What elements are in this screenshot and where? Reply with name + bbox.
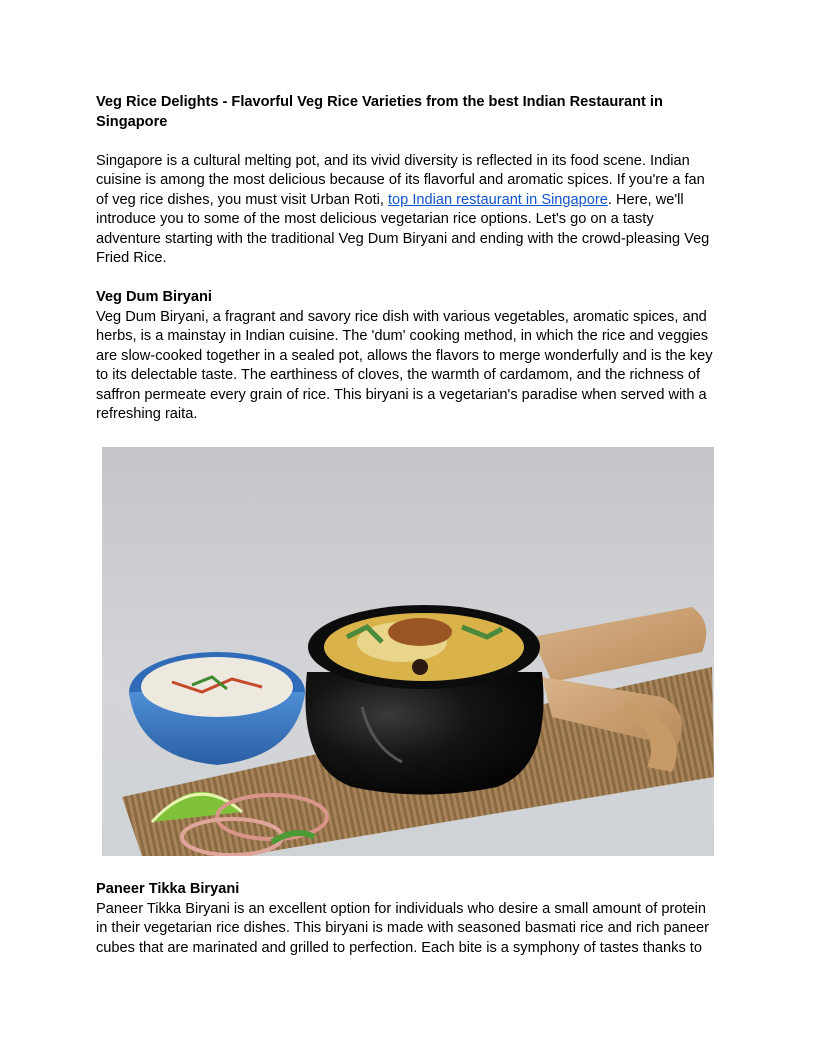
restaurant-link[interactable]: top Indian restaurant in Singapore bbox=[388, 191, 608, 208]
document-title: Veg Rice Delights - Flavorful Veg Rice Varieties from the best Indian Restaurant in Singapore bbox=[96, 94, 663, 130]
intro-paragraph bbox=[96, 152, 720, 269]
section-paneer-tikka bbox=[96, 880, 720, 958]
document-body bbox=[96, 93, 720, 425]
section-heading-paneer-tikka-biryani: Paneer Tikka Biryani bbox=[96, 881, 240, 897]
intro-text-end: . Here, we'll introduce you to some of the most delicious vegetarian rice options. Let's go on a tasty adventure starting with the traditional Veg Dum Biryani and ending with the crowd-pleasing Veg Fried Rice. bbox=[96, 191, 710, 267]
section-body-paneer-tikka-biryani: Paneer Tikka Biryani is an excellent option for individuals who desire a small amount of protein in their vegetarian rice dishes. This biryani is made with seasoned basmati rice and rich paneer cubes that are marinated and grilled to perfection. Each bite is a symphony of tastes thanks to bbox=[96, 900, 709, 956]
biryani-photo bbox=[102, 447, 714, 856]
section-body-veg-dum-biryani: Veg Dum Biryani, a fragrant and savory rice dish with various vegetables, aromatic spices, and herbs, is a mainstay in Indian cuisine. The 'dum' cooking method, in which the rice and veggies are slow-cooked together in a sealed pot, allows the flavors to merge wonderfully and is the key to its delectable taste. The earthiness of cloves, the warmth of cardamom, and the richness of saffron permeate every grain of rice. This biryani is a vegetarian's paradise when served with a refreshing raita. bbox=[96, 308, 713, 423]
intro-text-start: Singapore is a cultural melting pot, and its vivid diversity is reflected in its food scene. Indian cuisine is among the most delicious because of its flavorful and aromatic spices. If you're a fan of veg rice dishes, you must visit Urban Roti, bbox=[96, 152, 705, 208]
biryani-pot bbox=[305, 605, 543, 795]
section-heading-veg-dum-biryani: Veg Dum Biryani bbox=[96, 289, 212, 306]
